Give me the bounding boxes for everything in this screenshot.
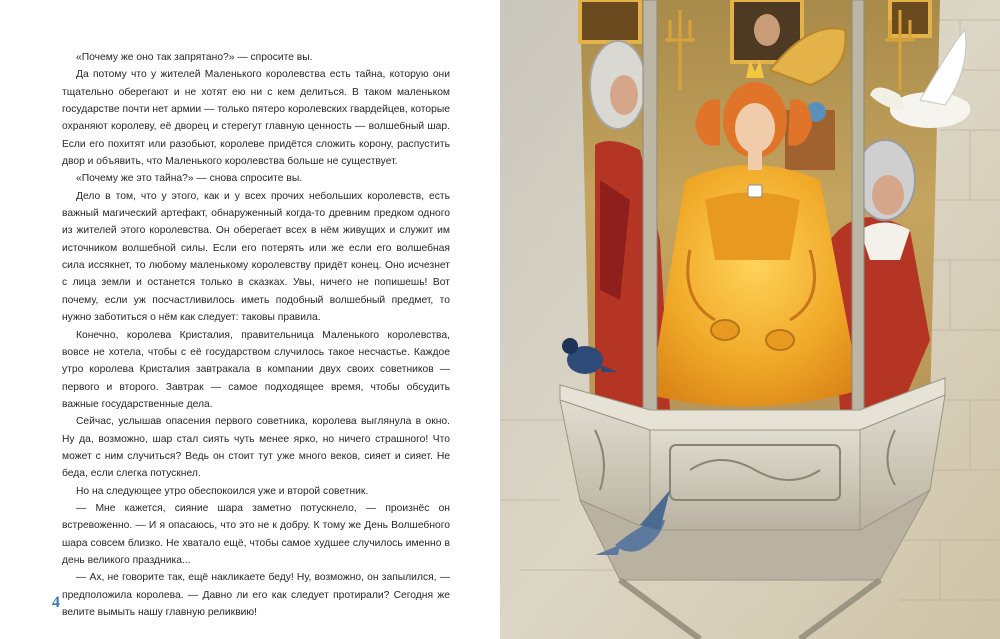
paragraph: — Мне кажется, сияние шара заметно потускнело, — произнёс он встревоженно. — И я опасаюсь, что это не к добру. К тому же День Волшебного шара совсем близко. Не хватало ещё, чтобы самое худшее случилось именно в день великого праздника... [62,502,450,566]
paragraph: «Почему же оно так запрятано?» — спросите вы. [76,52,313,63]
paragraph: Сейчас, услышав опасения первого советника, королева выглянула в окно. Ну да, возможно, шар стал сиять чуть менее ярко, но ничего страшного! Что может с ним случиться? Ведь он стоит тут уже много веков, сияет и сияет. Не беда, если слегка потускнел. [62,416,450,480]
balcony-painting [500,0,1000,639]
paragraph: Но на следующее утро обеспокоился уже и второй советник. [76,485,369,497]
story-text [62,49,450,621]
paragraph: Да потому что у жителей Маленького королевства есть тайна, которую они тщательно оберегают и не хотят ею ни с кем делиться. В таком маленьком государстве почти нет армии — только пятеро королевских гвардейцев, которые охраняют королеву, её дворец и стерегут главную ценность — волшебный шар. Если его похитят или разобьют, королеве придётся сложить корону, распустить двор и объявить, что Маленького королевства больше не существует. [62,69,450,168]
paragraph: Конечно, королева Кристалия, правительница Маленького королевства, вовсе не хотела, чтобы с её государством случилось такое несчастье. Каждое утро королева Кристалия завтракала в компании двух своих советников — первого и второго. Завтрак — самое подходящее время, чтобы обсудить важные государственные дела. [62,329,450,410]
illustration [500,0,1000,639]
paragraph: «Почему же это тайна?» — снова спросите вы. [76,173,303,185]
paragraph: — Ах, не говорите так, ещё накликаете беду! Ну, возможно, он запылился, — предположила королева. — Давно ли его как следует протирали? Сегодня же велите вымыть нашу главную реликвию! [62,572,450,618]
page-number: 4 [52,594,60,611]
teacup [748,185,762,197]
paragraph: Дело в том, что у этого, как и у всех прочих небольших королевств, есть важный магический артефакт, обнаруженный когда-то древним предком одного из жителей этого королевства. Он оберегает всех в нём живущих и служит им источником волшебной силы. Если его потерять или же если его волшебная сила иссякнет, то любому маленькому королевству придёт конец. Оно исчезнет с лица земли и останется только в сказках. Увы, ничего не попишешь! Вот почему, если уж посчастливилось иметь подобный волшебный предмет, то нужно заботиться о нём как следует: таковы правила. [62,190,450,324]
